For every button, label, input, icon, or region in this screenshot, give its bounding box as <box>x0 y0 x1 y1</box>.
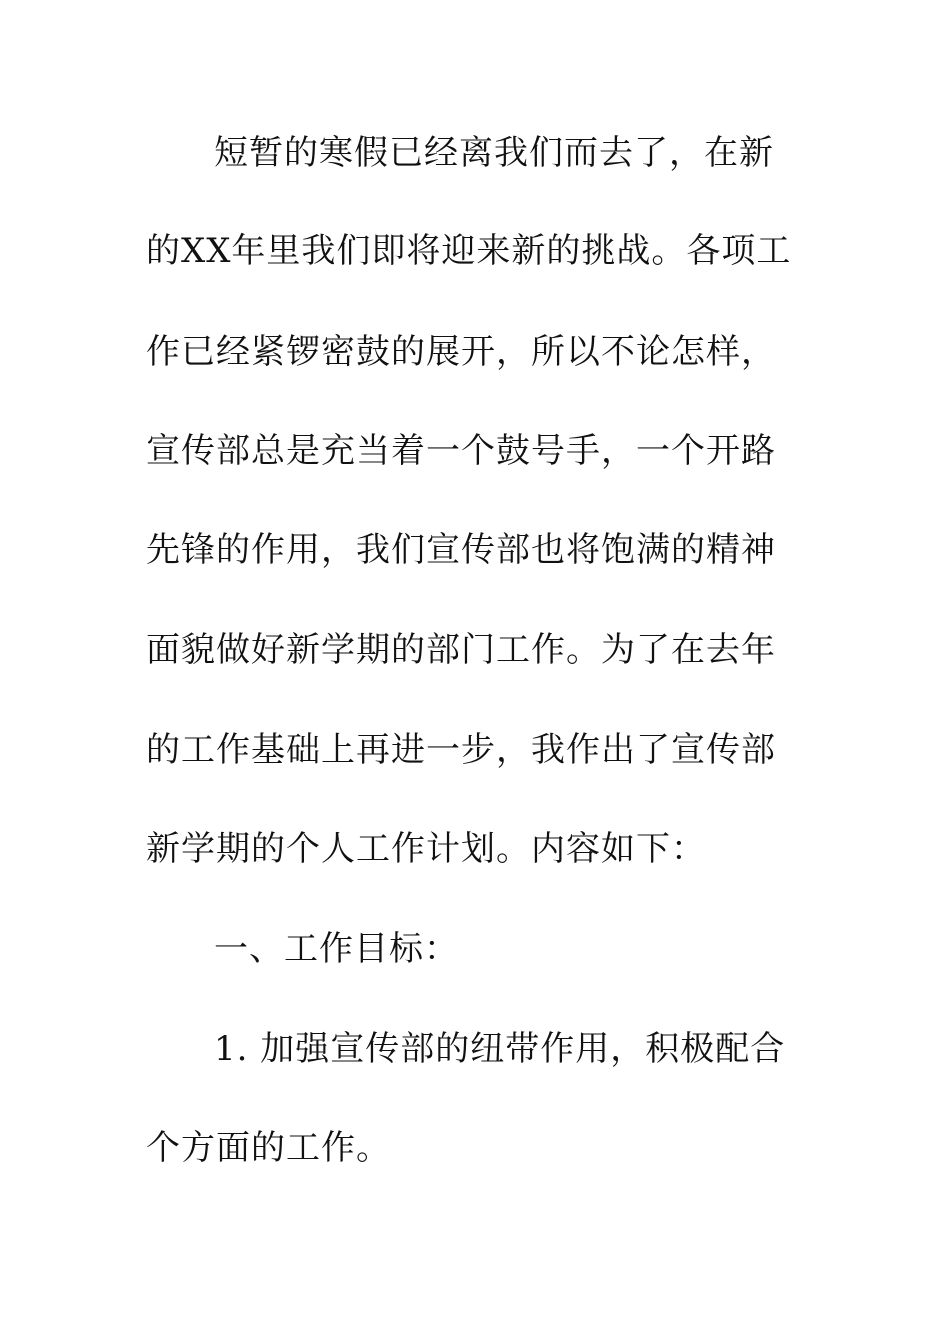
section-heading: 一、工作目标： <box>214 929 459 969</box>
text-line: 宣传部总是充当着一个鼓号手，一个开路 <box>146 431 776 471</box>
list-item-text: 个方面的工作。 <box>146 1128 391 1168</box>
text-line: 新学期的个人工作计划。内容如下： <box>146 829 706 869</box>
list-item-text: 1. 加强宣传部的纽带作用，积极配合 <box>214 1029 786 1069</box>
text-line: 作已经紧锣密鼓的展开，所以不论怎样， <box>146 332 776 372</box>
text-line: 的XX年里我们即将迎来新的挑战。各项工 <box>146 231 792 271</box>
text-line: 的工作基础上再进一步，我作出了宣传部 <box>146 730 776 770</box>
text-line: 先锋的作用，我们宣传部也将饱满的精神 <box>146 530 776 570</box>
text-line: 面貌做好新学期的部门工作。为了在去年 <box>146 630 776 670</box>
text-line: 短暂的寒假已经离我们而去了，在新 <box>214 133 774 173</box>
